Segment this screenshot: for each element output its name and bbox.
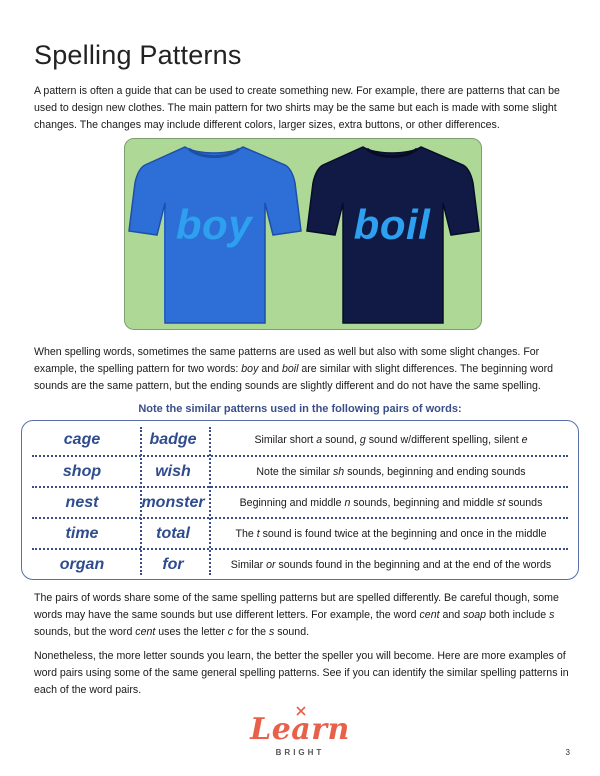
pair-word-2: monster xyxy=(141,493,205,511)
word-pairs-table xyxy=(21,420,579,580)
pair-word-1: time xyxy=(65,524,99,542)
pair-word-1: nest xyxy=(65,493,99,511)
table-row xyxy=(22,518,577,549)
table-row xyxy=(22,424,577,455)
pair-note: Beginning and middle n sounds, beginning and middle st sounds xyxy=(239,496,543,509)
pair-note: Note the similar sh sounds, beginning and ending sounds xyxy=(256,465,526,478)
table-row xyxy=(22,549,577,580)
pair-note: Similar or sounds found in the beginning and at the end of the words xyxy=(230,558,552,571)
pair-word-2: total xyxy=(156,524,190,542)
table-row xyxy=(22,456,577,487)
explanation-paragraph: When spelling words, sometimes the same patterns are used as well but also with some slight changes. For example, the spelling pattern for two words: boy and boil are similar with slight differences. The beginning word sounds are the same pattern, but the ending sounds are slightly different and do not have the same spelling. xyxy=(34,346,554,392)
page-number: 3 xyxy=(565,748,570,757)
pair-word-2: for xyxy=(162,555,184,573)
table-heading: Note the similar patterns used in the following pairs of words: xyxy=(138,403,462,415)
shirt-left-word: boy xyxy=(175,201,253,248)
pair-note: Similar short a sound, g sound w/different spelling, silent e xyxy=(254,433,528,446)
closing-paragraph: Nonetheless, the more letter sounds you learn, the better the speller you will become. Here are more examples of word pairs using some of the same general spelling patterns. See if you can identify the similar spelling patterns in each of the word pairs. xyxy=(34,650,569,696)
pair-note: The t sound is found twice at the beginning and once in the middle xyxy=(235,527,547,540)
intro-paragraph: A pattern is often a guide that can be used to create something new. For example, there are patterns that can be used to design new clothes. The main pattern for two shirts may be the same but each is made with some slight changes. The changes may include different colors, larger sizes, extra buttons, or other differences. xyxy=(34,85,560,131)
shirts-illustration xyxy=(124,138,482,330)
pair-word-2: badge xyxy=(149,430,197,448)
table-row xyxy=(22,487,577,518)
logo-main-text: Learn xyxy=(250,712,350,747)
pair-word-1: organ xyxy=(59,555,105,573)
cent-soap-paragraph: The pairs of words share some of the same spelling patterns but are spelled differently. Be careful though, some words may have the same sounds but use different letters. For example, the word cent and soap both include s sounds, but the word cent uses the letter c for the s sound. xyxy=(34,592,559,638)
logo-sub-text: BRIGHT xyxy=(275,748,325,757)
learn-bright-logo xyxy=(240,712,360,764)
pair-word-2: wish xyxy=(155,462,191,480)
pair-word-1: cage xyxy=(63,430,101,448)
pair-word-1: shop xyxy=(62,462,102,480)
shirt-right-word: boil xyxy=(353,201,431,248)
page-title: Spelling Patterns xyxy=(34,40,242,70)
